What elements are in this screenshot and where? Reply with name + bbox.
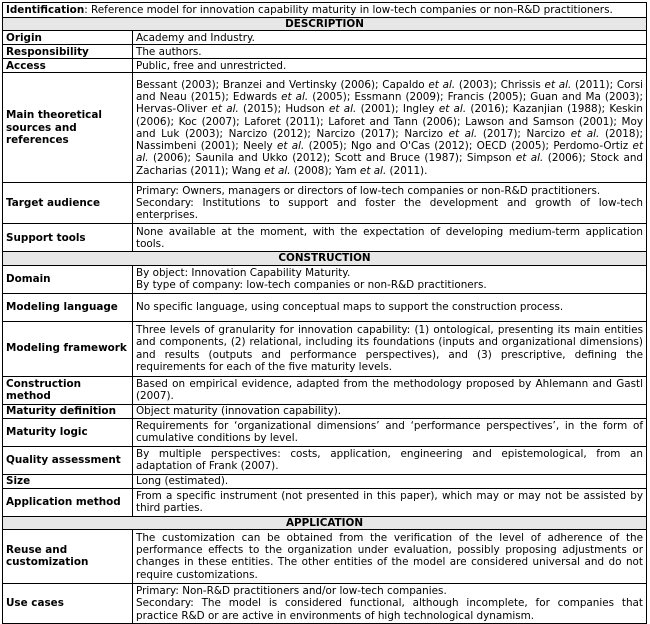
identification-row — [3, 3, 647, 18]
text-run: (2017); Narcizo — [477, 127, 571, 140]
table-row — [3, 321, 647, 376]
row-label: Access — [3, 59, 133, 73]
row-label: Origin — [3, 31, 133, 45]
text-run: (2005); Essmann (2009); Francis (2005); Guan and Ma (2003); Hervas-Oliver — [136, 90, 643, 116]
value-line: By object: Innovation Capability Maturity. — [136, 266, 351, 279]
italic-run: et al. — [329, 103, 357, 116]
row-label: Use cases — [3, 583, 133, 623]
value-line: Secondary: The model is considered functional, although incomplete, for companies that practice R&D or are active in environments of high technological dynamism. — [136, 597, 643, 622]
value-line: Secondary: Institutions to support and foster the development and growth of low-tech enterprises. — [136, 197, 643, 222]
value-line: Primary: Owners, managers or directors of low-tech companies or non-R&D practitioners. — [136, 184, 601, 197]
table-row — [3, 529, 647, 583]
row-value: Based on empirical evidence, adapted from the methodology proposed by Ahlemann and Gastl (2007). — [133, 376, 647, 404]
row-value: The authors. — [133, 45, 647, 59]
section-title: APPLICATION — [3, 516, 647, 529]
italic-run: et al. — [428, 78, 456, 91]
table-row — [3, 73, 647, 183]
italic-run: et al. — [544, 78, 572, 91]
row-label: Main theoretical sources and references — [3, 73, 133, 183]
text-run: (2003); Chrissis — [455, 78, 545, 91]
italic-run: et al. — [277, 140, 305, 153]
italic-run: et al. — [281, 90, 309, 103]
table-row — [3, 59, 647, 73]
row-label: Quality assessment — [3, 446, 133, 474]
text-run: (2015); Hudson — [238, 103, 329, 116]
row-value — [133, 73, 647, 183]
table-row — [3, 474, 647, 488]
text-run: Bessant (2003); Branzei and Vertinsky (2006); Capaldo — [136, 78, 429, 91]
text-run: (2008); Yam — [290, 164, 360, 177]
identification-value: Reference model for innovation capability maturity in low-tech companies or non-R&D practitioners. — [91, 3, 613, 16]
table-row — [3, 404, 647, 418]
row-label: Modeling framework — [3, 321, 133, 376]
italic-run: et al. — [136, 140, 644, 165]
row-value: None available at the moment, with the expectation of developing medium-term application tools. — [133, 224, 647, 252]
table-body — [3, 3, 647, 624]
table-row — [3, 446, 647, 474]
value-line: Primary: Non-R&D practitioners and/or low-tech companies. — [136, 584, 447, 597]
text-run: (2005); Ngo and O'Cas (2012); OECD (2005); Perdomo-Ortiz — [304, 140, 633, 153]
table-row — [3, 224, 647, 252]
table-row — [3, 376, 647, 404]
italic-run: et al. — [515, 152, 544, 165]
identification-label: Identification — [6, 3, 85, 16]
text-run: (2016); Kazanjian (1988); Keskin (2006); Koc (2007); Laforet (2011); Laforet and Tann (2006); Lawson and Samson (2001); Moy and Luk (2003); Narcizo (2012); Narcizo (2017); Narcizo — [136, 103, 644, 140]
italic-run: et al. — [570, 127, 600, 140]
row-value: Object maturity (innovation capability). — [133, 404, 647, 418]
row-value: Public, free and unrestricted. — [133, 59, 647, 73]
table-row — [3, 293, 647, 321]
row-value — [133, 583, 647, 623]
row-label: Application method — [3, 488, 133, 516]
row-value: Three levels of granularity for innovation capability: (1) ontological, presenting its main entities and components, (2) relational, including its foundations (inputs and organizational dimensions) and results (outputs and performance perspectives), and (3) prescriptive, defining the requirements for each of the five maturity levels. — [133, 321, 647, 376]
row-value: Academy and Industry. — [133, 31, 647, 45]
italic-run: et al. — [438, 103, 467, 116]
value-line: By type of company: low-tech companies or non-R&D practitioners. — [136, 279, 487, 292]
row-label: Maturity definition — [3, 404, 133, 418]
row-label: Domain — [3, 265, 133, 293]
row-label: Construction method — [3, 376, 133, 404]
section-title: DESCRIPTION — [3, 18, 647, 31]
row-value: No specific language, using conceptual maps to support the construction process. — [133, 293, 647, 321]
row-value: From a specific instrument (not presented in this paper), which may or may not be assisted by third parties. — [133, 488, 647, 516]
table-row — [3, 45, 647, 59]
text-run: (2006); Saunila and Ukko (2012); Scott and Bruce (1987); Simpson — [148, 152, 516, 165]
table-row — [3, 183, 647, 224]
text-run: (2018); Nassimbeni (2001); Neely — [136, 127, 644, 153]
row-label: Modeling language — [3, 293, 133, 321]
row-value: The customization can be obtained from the verification of the level of adherence of the performance effects to the organization under evaluation, possibly proposing adjustments or changes in these entities. The other entities of the model are considered universal and do not require customizations. — [133, 529, 647, 583]
row-label: Reuse and customization — [3, 529, 133, 583]
row-value — [133, 183, 647, 224]
italic-run: et al. — [359, 164, 387, 177]
text-run: (2006); Stock and Zacharias (2011); Wang — [136, 152, 644, 177]
section-header-application — [3, 516, 647, 529]
row-value — [133, 265, 647, 293]
row-label: Size — [3, 474, 133, 488]
row-value: By multiple perspectives: costs, application, engineering and epistemological, from an adaptation of Frank (2007). — [133, 446, 647, 474]
identification-cell: Identification: Reference model for innovation capability maturity in low-tech companies or non-R&D practitioners. — [3, 3, 647, 18]
section-header-construction — [3, 252, 647, 265]
table-row — [3, 583, 647, 623]
row-value: Requirements for ‘organizational dimensions’ and ‘performance perspectives’, in the form of cumulative conditions by level. — [133, 418, 647, 446]
row-label: Support tools — [3, 224, 133, 252]
row-label: Target audience — [3, 183, 133, 224]
section-header-description — [3, 18, 647, 31]
italic-run: et al. — [211, 103, 239, 116]
table-row — [3, 418, 647, 446]
section-title: CONSTRUCTION — [3, 252, 647, 265]
text-run: (2011); Corsi and Neau (2015); Edwards — [136, 78, 644, 103]
table-row — [3, 31, 647, 45]
row-label: Responsibility — [3, 45, 133, 59]
italic-run: et al. — [448, 127, 478, 140]
reference-model-table — [2, 2, 647, 624]
table-row — [3, 265, 647, 293]
row-label: Maturity logic — [3, 418, 133, 446]
table-row — [3, 488, 647, 516]
text-run: (2011). — [386, 164, 428, 177]
row-value: Long (estimated). — [133, 474, 647, 488]
italic-run: et al. — [264, 164, 291, 177]
text-run: (2001); Ingley — [356, 103, 439, 116]
